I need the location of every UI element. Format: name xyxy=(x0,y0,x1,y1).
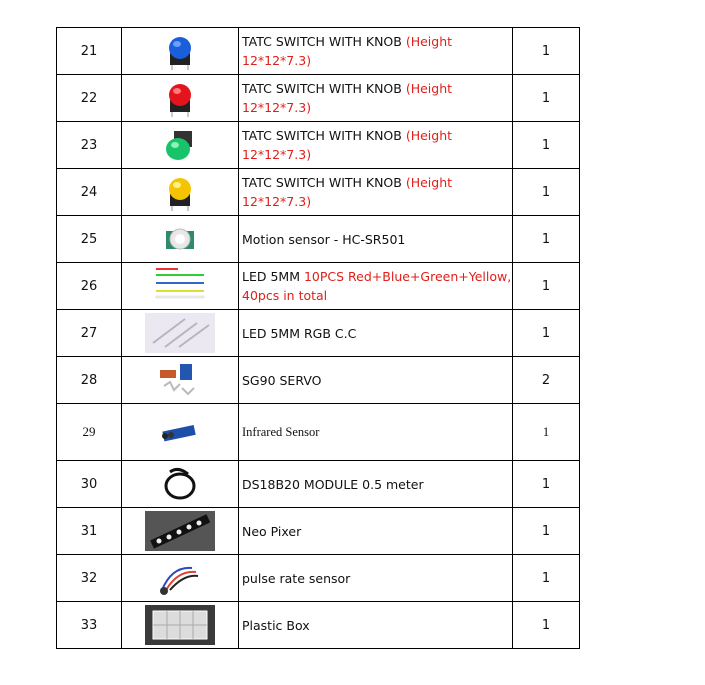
description-text: TATC SWITCH WITH KNOB xyxy=(242,34,406,49)
description-text: DS18B20 MODULE 0.5 meter xyxy=(242,476,424,492)
row-number: 30 xyxy=(57,461,122,508)
item-image xyxy=(122,263,239,310)
green-knob-switch-icon xyxy=(122,125,238,165)
description-detail: (Height 12*12*7.3) xyxy=(242,81,453,115)
item-description xyxy=(239,404,513,461)
table-row xyxy=(57,28,580,75)
item-description xyxy=(239,169,513,216)
ds18b20-cable-icon xyxy=(122,464,238,504)
item-image xyxy=(122,555,239,602)
item-quantity: 2 xyxy=(513,357,580,404)
description-detail: (Height 12*12*7.3) xyxy=(242,34,453,68)
row-number: 28 xyxy=(57,357,122,404)
description-text: TATC SWITCH WITH KNOB xyxy=(242,81,406,96)
row-number: 23 xyxy=(57,122,122,169)
row-number: 24 xyxy=(57,169,122,216)
item-description xyxy=(239,122,513,169)
item-image xyxy=(122,508,239,555)
row-number: 22 xyxy=(57,75,122,122)
item-image xyxy=(122,357,239,404)
motion-sensor-icon xyxy=(122,223,238,255)
description-text: SG90 SERVO xyxy=(242,372,322,388)
row-number: 26 xyxy=(57,263,122,310)
item-quantity: 1 xyxy=(513,169,580,216)
description-text: TATC SWITCH WITH KNOB xyxy=(242,175,406,190)
description-text: Motion sensor - HC-SR501 xyxy=(242,231,406,247)
item-quantity: 1 xyxy=(513,602,580,649)
row-number: 27 xyxy=(57,310,122,357)
table-row xyxy=(57,122,580,169)
description-text: pulse rate sensor xyxy=(242,570,351,586)
item-quantity: 1 xyxy=(513,263,580,310)
description-detail: (Height 12*12*7.3) xyxy=(242,175,453,209)
table-row xyxy=(57,404,580,461)
rgb-led-icon xyxy=(122,313,238,353)
pulse-sensor-icon xyxy=(122,560,238,596)
description-text: LED 5MM RGB C.C xyxy=(242,325,357,341)
row-number: 21 xyxy=(57,28,122,75)
table-row xyxy=(57,461,580,508)
row-number: 31 xyxy=(57,508,122,555)
table-row xyxy=(57,169,580,216)
row-number: 33 xyxy=(57,602,122,649)
item-quantity: 1 xyxy=(513,122,580,169)
item-quantity: 1 xyxy=(513,28,580,75)
table-row xyxy=(57,216,580,263)
item-quantity: 1 xyxy=(513,75,580,122)
item-description xyxy=(239,602,513,649)
table-row xyxy=(57,357,580,404)
table-row xyxy=(57,602,580,649)
row-number: 29 xyxy=(57,404,122,461)
item-description xyxy=(239,263,513,310)
table-row xyxy=(57,310,580,357)
item-quantity: 1 xyxy=(513,461,580,508)
description-text: Infrared Sensor xyxy=(242,424,320,439)
table-row xyxy=(57,263,580,310)
item-description xyxy=(239,75,513,122)
item-description xyxy=(239,508,513,555)
infrared-sensor-icon xyxy=(122,420,238,444)
table-row xyxy=(57,75,580,122)
item-image xyxy=(122,404,239,461)
description-text: Plastic Box xyxy=(242,617,310,633)
item-description xyxy=(239,461,513,508)
description-text: Neo Pixer xyxy=(242,523,302,539)
item-image xyxy=(122,602,239,649)
description-text: TATC SWITCH WITH KNOB xyxy=(242,128,406,143)
item-description xyxy=(239,555,513,602)
item-image xyxy=(122,75,239,122)
description-detail: 10PCS Red+Blue+Green+Yellow, 40pcs in total xyxy=(242,269,512,303)
item-quantity: 1 xyxy=(513,404,580,461)
item-quantity: 1 xyxy=(513,555,580,602)
item-image xyxy=(122,169,239,216)
row-number: 25 xyxy=(57,216,122,263)
description-detail: (Height 12*12*7.3) xyxy=(242,128,453,162)
item-image xyxy=(122,28,239,75)
table-row xyxy=(57,508,580,555)
item-quantity: 1 xyxy=(513,508,580,555)
item-description xyxy=(239,310,513,357)
led-strips-icon xyxy=(122,266,238,306)
red-knob-switch-icon xyxy=(122,78,238,118)
parts-table xyxy=(56,27,580,649)
row-number: 32 xyxy=(57,555,122,602)
servo-icon xyxy=(122,360,238,400)
table-row xyxy=(57,555,580,602)
item-quantity: 1 xyxy=(513,310,580,357)
item-quantity: 1 xyxy=(513,216,580,263)
blue-knob-switch-icon xyxy=(122,31,238,71)
item-image xyxy=(122,310,239,357)
item-description xyxy=(239,357,513,404)
item-description xyxy=(239,28,513,75)
item-description xyxy=(239,216,513,263)
item-image xyxy=(122,461,239,508)
neopixel-strip-icon xyxy=(122,511,238,551)
plastic-box-icon xyxy=(122,605,238,645)
yellow-knob-switch-icon xyxy=(122,172,238,212)
description-text: LED 5MM xyxy=(242,269,304,284)
item-image xyxy=(122,122,239,169)
item-image xyxy=(122,216,239,263)
